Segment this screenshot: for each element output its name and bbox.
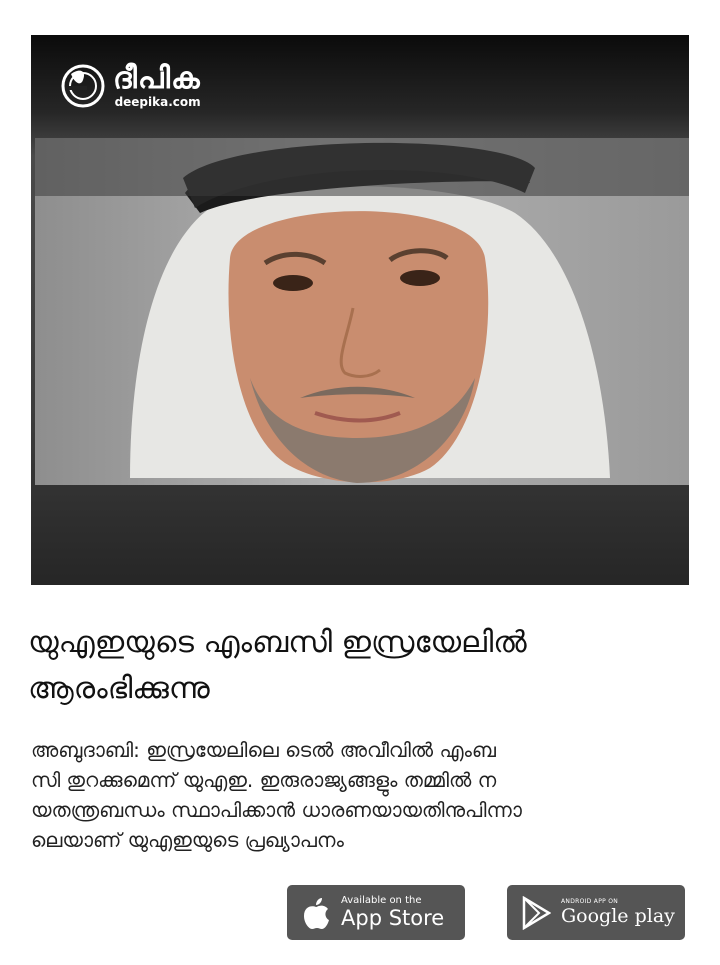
deepika-logo[interactable] — [61, 61, 201, 111]
body-line: സി തുറക്കുമെന്ന് യുഎഇ. ഇരുരാജ്യങ്ങളും തമ്മിൽ ന — [31, 768, 497, 792]
article-photo — [35, 138, 689, 485]
google-play-small-label: ANDROID APP ON — [561, 898, 619, 905]
play-triangle-icon — [521, 896, 551, 930]
headline-line: ആരംഭിക്കുന്നു — [28, 671, 210, 706]
article-body — [31, 735, 691, 855]
apple-icon — [301, 896, 331, 930]
app-store-button[interactable] — [287, 885, 465, 940]
brand-domain: deepika.com — [114, 95, 201, 109]
headline-line: യുഎഇയുടെ എംബസി ഇസ്രയേലിൽ — [28, 625, 527, 660]
deepika-emblem-icon — [61, 64, 105, 108]
body-line: അബുദാബി: ഇസ്രയേലിലെ ടെൽ അവീവിൽ എംബ — [31, 738, 496, 762]
app-store-small-label: Available on the — [341, 895, 422, 906]
app-store-label: App Store — [341, 906, 445, 930]
body-line: ലെയാണ് യുഎഇയുടെ പ്രഖ്യാപനം — [31, 828, 344, 852]
google-play-button[interactable] — [507, 885, 685, 940]
body-line: യതന്ത്രബന്ധം സ്ഥാപിക്കാൻ ധാരണയായതിനുപിന്നാ — [31, 798, 522, 822]
article-headline — [28, 620, 688, 712]
article-hero — [31, 35, 689, 585]
google-play-label: Google play — [561, 905, 675, 927]
brand-name: ദീപിക — [113, 61, 201, 96]
